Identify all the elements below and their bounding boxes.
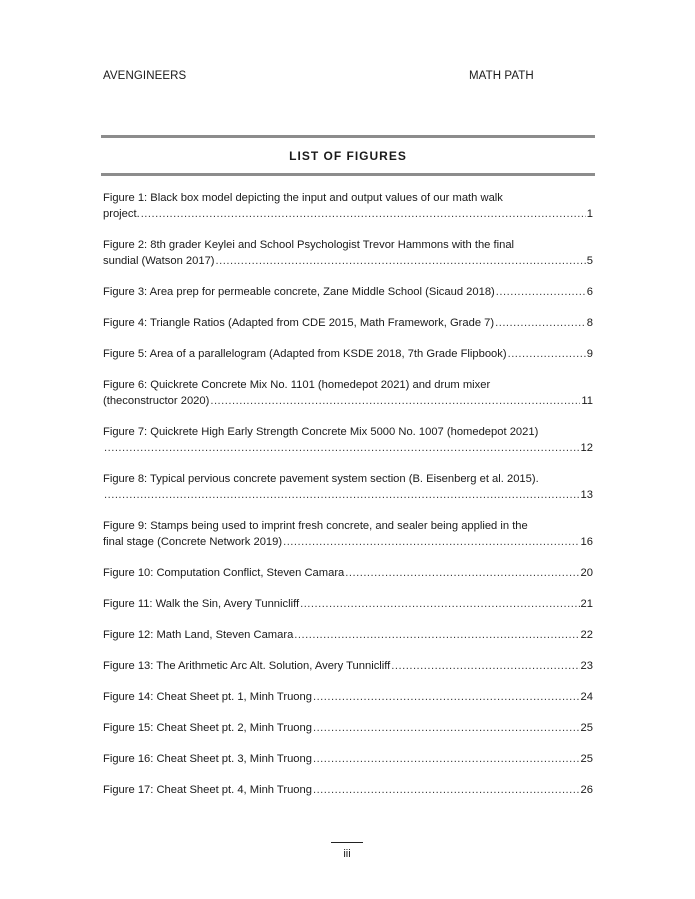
figure-entry[interactable] [103,284,593,300]
dot-leader [313,751,580,767]
dot-leader [313,782,580,798]
figure-entry[interactable] [103,565,593,581]
figure-entry[interactable] [103,720,593,736]
figure-entry-line [103,658,593,674]
figure-page-number: 8 [586,317,593,329]
dot-leader [283,534,579,550]
figure-entry[interactable] [103,315,593,331]
figure-entry-caption: Figure 1: Black box model depicting the input and output values of our math walk [103,192,503,204]
figure-entry-line [103,487,593,503]
figure-entry-line [103,346,593,362]
figure-entry-line [103,440,593,456]
figure-page-number: 20 [580,567,593,579]
dot-leader [300,596,579,612]
figure-page-number: 11 [581,395,593,407]
figure-entry-caption-end: (theconstructor 2020) [103,395,210,407]
dot-leader [216,253,586,269]
dot-leader [496,284,586,300]
figure-page-number: 12 [580,442,593,454]
figure-entry-line [103,782,593,798]
figure-page-number: 13 [580,489,593,501]
figure-entry-caption-end: Figure 16: Cheat Sheet pt. 3, Minh Truong [103,753,312,765]
figure-entry-line [103,393,593,409]
dot-leader [313,720,580,736]
dot-leader [345,565,579,581]
figure-entry[interactable] [103,346,593,362]
figure-entry[interactable] [103,237,593,269]
figure-entry-line [103,315,593,331]
figure-entry-caption-end: Figure 14: Cheat Sheet pt. 1, Minh Truong [103,691,312,703]
title-rule-top [101,135,595,138]
dot-leader [210,393,580,409]
figure-entry[interactable] [103,782,593,798]
figure-page-number: 9 [586,348,593,360]
figure-page-number: 5 [586,255,593,267]
figure-entry[interactable] [103,377,593,409]
figure-entry[interactable] [103,424,593,456]
figure-entry-line [103,627,593,643]
dot-leader [508,346,586,362]
figure-entry-caption: Figure 7: Quickrete High Early Strength Concrete Mix 5000 No. 1007 (homedepot 2021) [103,426,539,438]
figure-entry-line [103,284,593,300]
figure-entry[interactable] [103,658,593,674]
figure-entry-caption-end: final stage (Concrete Network 2019) [103,536,283,548]
dot-leader [495,315,586,331]
dot-leader [391,658,579,674]
figure-entry[interactable] [103,689,593,705]
figure-entry-line [103,689,593,705]
figure-page-number: 6 [586,286,593,298]
title-rule-bottom [101,173,595,176]
figure-entry-caption-end: Figure 15: Cheat Sheet pt. 2, Minh Truong [103,722,312,734]
figure-entry-line [103,751,593,767]
figure-page-number: 26 [580,784,593,796]
figure-entry[interactable] [103,627,593,643]
figure-page-number: 1 [586,208,593,220]
figure-page-number: 23 [580,660,593,672]
figure-entry[interactable] [103,596,593,612]
dot-leader [141,206,586,222]
running-header-right: MATH PATH [469,70,534,82]
page-title: LIST OF FIGURES [289,149,407,163]
figure-entry-caption-end: Figure 11: Walk the Sin, Avery Tunnicliff [103,598,300,610]
figure-entry[interactable] [103,471,593,503]
figure-entry-caption-end: Figure 5: Area of a parallelogram (Adapted from KSDE 2018, 7th Grade Flipbook) [103,348,507,360]
figure-page-number: 22 [580,629,593,641]
footer-rule [331,842,363,843]
figure-page-number: 25 [580,753,593,765]
figure-entry-caption-end: Figure 10: Computation Conflict, Steven Camara [103,567,345,579]
figure-page-number: 24 [580,691,593,703]
figure-entry-line [103,253,593,269]
dot-leader [104,487,580,503]
figure-page-number: 21 [580,598,593,610]
running-header-left: AVENGINEERS [103,70,187,82]
page-number: iii [343,848,351,860]
figure-page-number: 25 [580,722,593,734]
figure-entry-caption: Figure 8: Typical pervious concrete pavement system section (B. Eisenberg et al. 2015). [103,473,539,485]
figure-entry-caption-end: Figure 13: The Arithmetic Arc Alt. Solution, Avery Tunnicliff [103,660,391,672]
figure-page-number: 16 [580,536,593,548]
figure-entry[interactable] [103,751,593,767]
dot-leader [104,440,580,456]
figure-entry-line [103,534,593,550]
figure-entry-caption-end: Figure 17: Cheat Sheet pt. 4, Minh Truong [103,784,312,796]
dot-leader [294,627,579,643]
figure-entry-line [103,565,593,581]
figure-entry-caption: Figure 6: Quickrete Concrete Mix No. 1101 (homedepot 2021) and drum mixer [103,379,491,391]
figure-entry-line [103,720,593,736]
figure-entry-caption-end: sundial (Watson 2017) [103,255,215,267]
figure-entry-caption: Figure 9: Stamps being used to imprint fresh concrete, and sealer being applied in the [103,520,528,532]
figure-entry-caption-end: Figure 4: Triangle Ratios (Adapted from CDE 2015, Math Framework, Grade 7) [103,317,495,329]
figure-entry-line [103,596,593,612]
dot-leader [313,689,580,705]
figure-entry[interactable] [103,518,593,550]
figure-entry-line [103,206,593,222]
figure-entry-caption-end: project. [103,208,140,220]
figure-entry[interactable] [103,190,593,222]
figure-entry-caption-end: Figure 3: Area prep for permeable concrete, Zane Middle School (Sicaud 2018) [103,286,495,298]
figure-entry-caption-end: Figure 12: Math Land, Steven Camara [103,629,294,641]
figure-entry-caption: Figure 2: 8th grader Keylei and School Psychologist Trevor Hammons with the final [103,239,515,251]
